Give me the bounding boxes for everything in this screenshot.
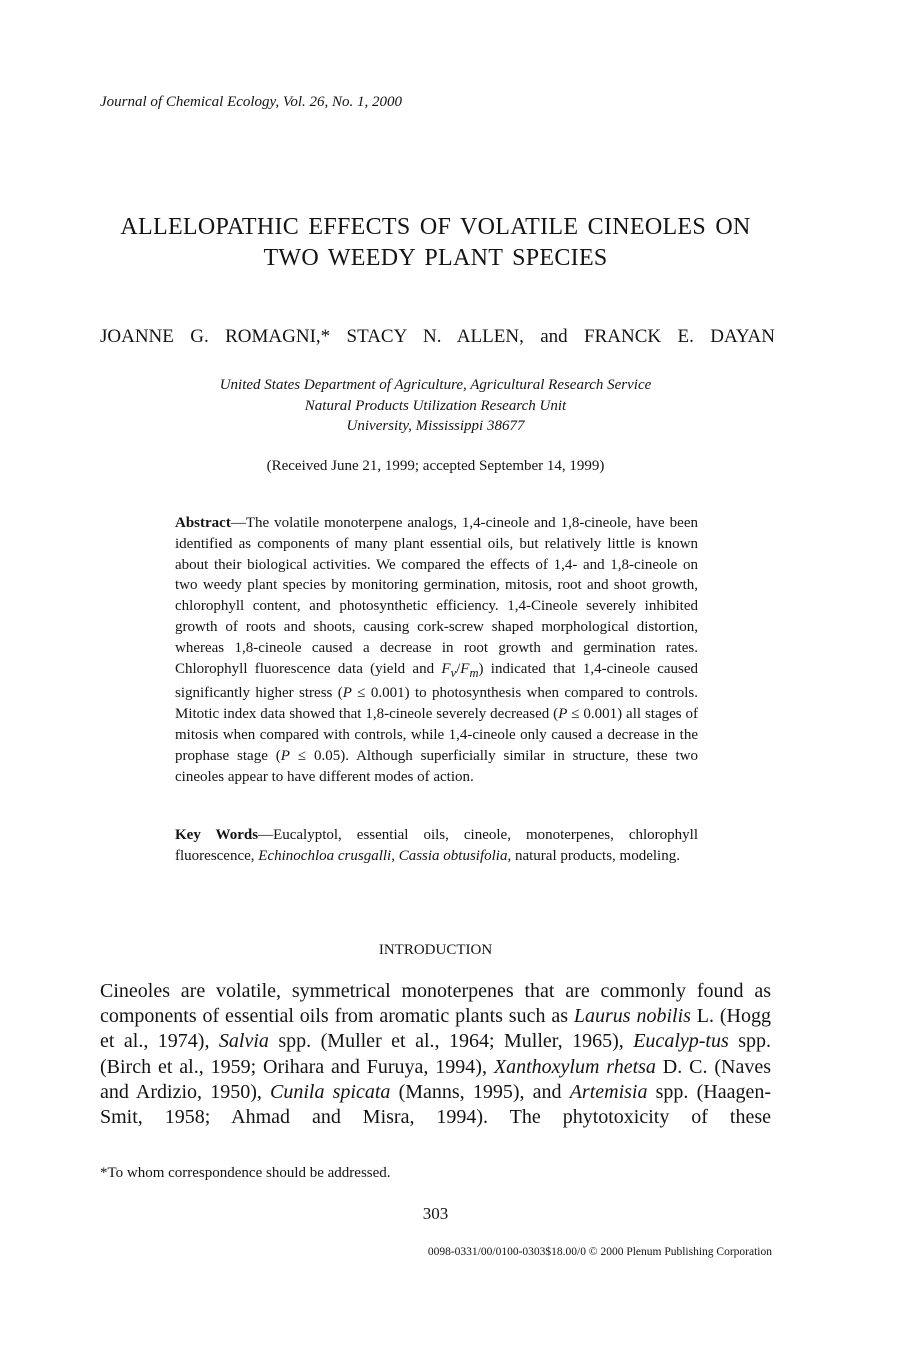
affiliation-line-1: United States Department of Agriculture, Agricultural Research Service [219, 377, 652, 393]
received-dates: (Received June 21, 1999; accepted September 14, 1999) [266, 458, 605, 474]
species-name: Salvia [218, 1030, 269, 1053]
affiliation-line-2: Natural Products Utilization Research Unit [304, 397, 567, 414]
keywords-label: Key Words [175, 827, 259, 843]
ratio-denominator: F [460, 660, 470, 677]
body-text: spp. (Birch et al., 1959; Orihara and Furuya, 1994), [100, 1030, 771, 1078]
species-name: Echinochloa crusgalli [258, 848, 392, 864]
keywords-separator: , [391, 848, 399, 864]
title-line-1: ALLELOPATHIC EFFECTS OF VOLATILE CINEOLES ON [120, 214, 751, 240]
title-line-2: TWO WEEDY PLANT SPECIES [263, 245, 608, 271]
authors: JOANNE G. ROMAGNI,* STACY N. ALLEN, and FRANCK E. DAYAN [100, 326, 775, 347]
keywords-text-2: , natural products, modeling. [507, 848, 680, 864]
p-symbol: P [342, 685, 352, 702]
abstract-text-1: —The volatile monoterpene analogs, 1,4-cineole and 1,8-cineole, have been identified as components of many plant essential oils, but relatively little is known about their biological activities. We compared the effects of 1,4- and 1,8-cineole on two weedy plant species by monitoring germination, mitosis, root and shoot growth, chlorophyll content, and photosynthetic efficiency. 1,4-Cineole severely inhibited growth of roots and shoots, causing cork-screw shaped morphological distortion, whereas 1,8-cineole caused a decrease in root growth and germination rates. Chlorophyll fluorescence data (yield and [175, 515, 698, 677]
abstract: Abstract—The volatile monoterpene analogs, 1,4-cineole and 1,8-cineole, have been identified as components of many plant essential oils, but relatively little is known about their biological activities. We compared the effects of 1,4- and 1,8-cineole on two weedy plant species by monitoring germination, mitosis, root and shoot growth, chlorophyll content, and photosynthetic efficiency. 1,4-Cineole severely inhibited growth of roots and shoots, causing cork-screw shaped morphological distortion, whereas 1,8-cineole caused a decrease in root growth and germination rates. Chlorophyll fluorescence data (yield and $F_v/F_m$) indicated that 1,4-cineole caused significantly higher stress (P ≤ 0.001) to photosynthesis when compared to controls. Mitotic index data showed that 1,8-cineole severely decreased (P ≤ 0.001) all stages of mitosis when compared with controls, while 1,4-cineole only caused a decrease in the prophase stage (P ≤ 0.05). Although superficially similar in structure, these two cineoles appear to have different modes of action. [175, 515, 699, 785]
page-number: 303 [422, 1204, 449, 1223]
body-text: spp. (Haagen-Smit, 1958; Ahmad and Misra, 1994). The phytotoxicity of these [100, 1080, 771, 1129]
species-name: Artemisia [569, 1080, 648, 1103]
body-text: (Manns, 1995), and [390, 1080, 570, 1103]
abstract-text-5: ≤ 0.05). Although superficially similar in structure, these two cineoles appear to have different modes of action. [175, 747, 698, 785]
species-name: Cassia obtusifolia [398, 848, 508, 864]
keywords [175, 825, 698, 867]
body-paragraph [100, 979, 771, 1130]
species-name: Eucalyp-tus [633, 1030, 729, 1053]
species-name: Laurus nobilis [573, 1005, 691, 1028]
copyright-line: 0098-0331/00/0100-0303$18.00/0 © 2000 Plenum Publishing Corporation [427, 1246, 772, 1258]
ratio-denominator-sub: m [469, 665, 479, 680]
species-name: Cunila spicata [270, 1080, 391, 1103]
body-text: spp. (Muller et al., 1964; Muller, 1965), [268, 1030, 634, 1053]
body-text: D. C. (Naves and Ardizio, 1950), [100, 1055, 771, 1103]
abstract-text-3: ≤ 0.001) to photosynthesis when compared to controls. Mitotic index data showed that 1,8-cineole severely decreased ( [175, 685, 699, 723]
body-text: Cineoles are volatile, symmetrical monoterpenes that are commonly found as components of essential oils from aromatic plants such as [100, 980, 771, 1028]
p-symbol: P [280, 747, 290, 764]
affiliation [100, 375, 771, 437]
p-symbol: P [558, 706, 568, 723]
affiliation-line-3: University, Mississippi 38677 [346, 418, 525, 434]
abstract-text-2: ) indicated that 1,4-cineole caused significantly higher stress ( [175, 660, 699, 702]
abstract-text-4: ≤ 0.001) all stages of mitosis when compared with controls, while 1,4-cineole only caused a decrease in the prophase stage ( [175, 706, 699, 764]
keywords-text-1: —Eucalyptol, essential oils, cineole, monoterpenes, chlorophyll fluorescence, [175, 827, 698, 864]
journal-header: Journal of Chemical Ecology, Vol. 26, No. 1, 2000 [100, 94, 403, 110]
body-text: L. (Hogg et al., 1974), [100, 1005, 771, 1053]
section-heading: INTRODUCTION [378, 942, 493, 958]
paper-title [0, 212, 871, 274]
species-name: Xanthoxylum rhetsa [493, 1055, 656, 1078]
ratio-numerator-sub: v [450, 665, 457, 680]
footnote: *To whom correspondence should be addressed. [100, 1165, 391, 1181]
abstract-label: Abstract [175, 515, 231, 531]
ratio-numerator: F [441, 660, 451, 677]
